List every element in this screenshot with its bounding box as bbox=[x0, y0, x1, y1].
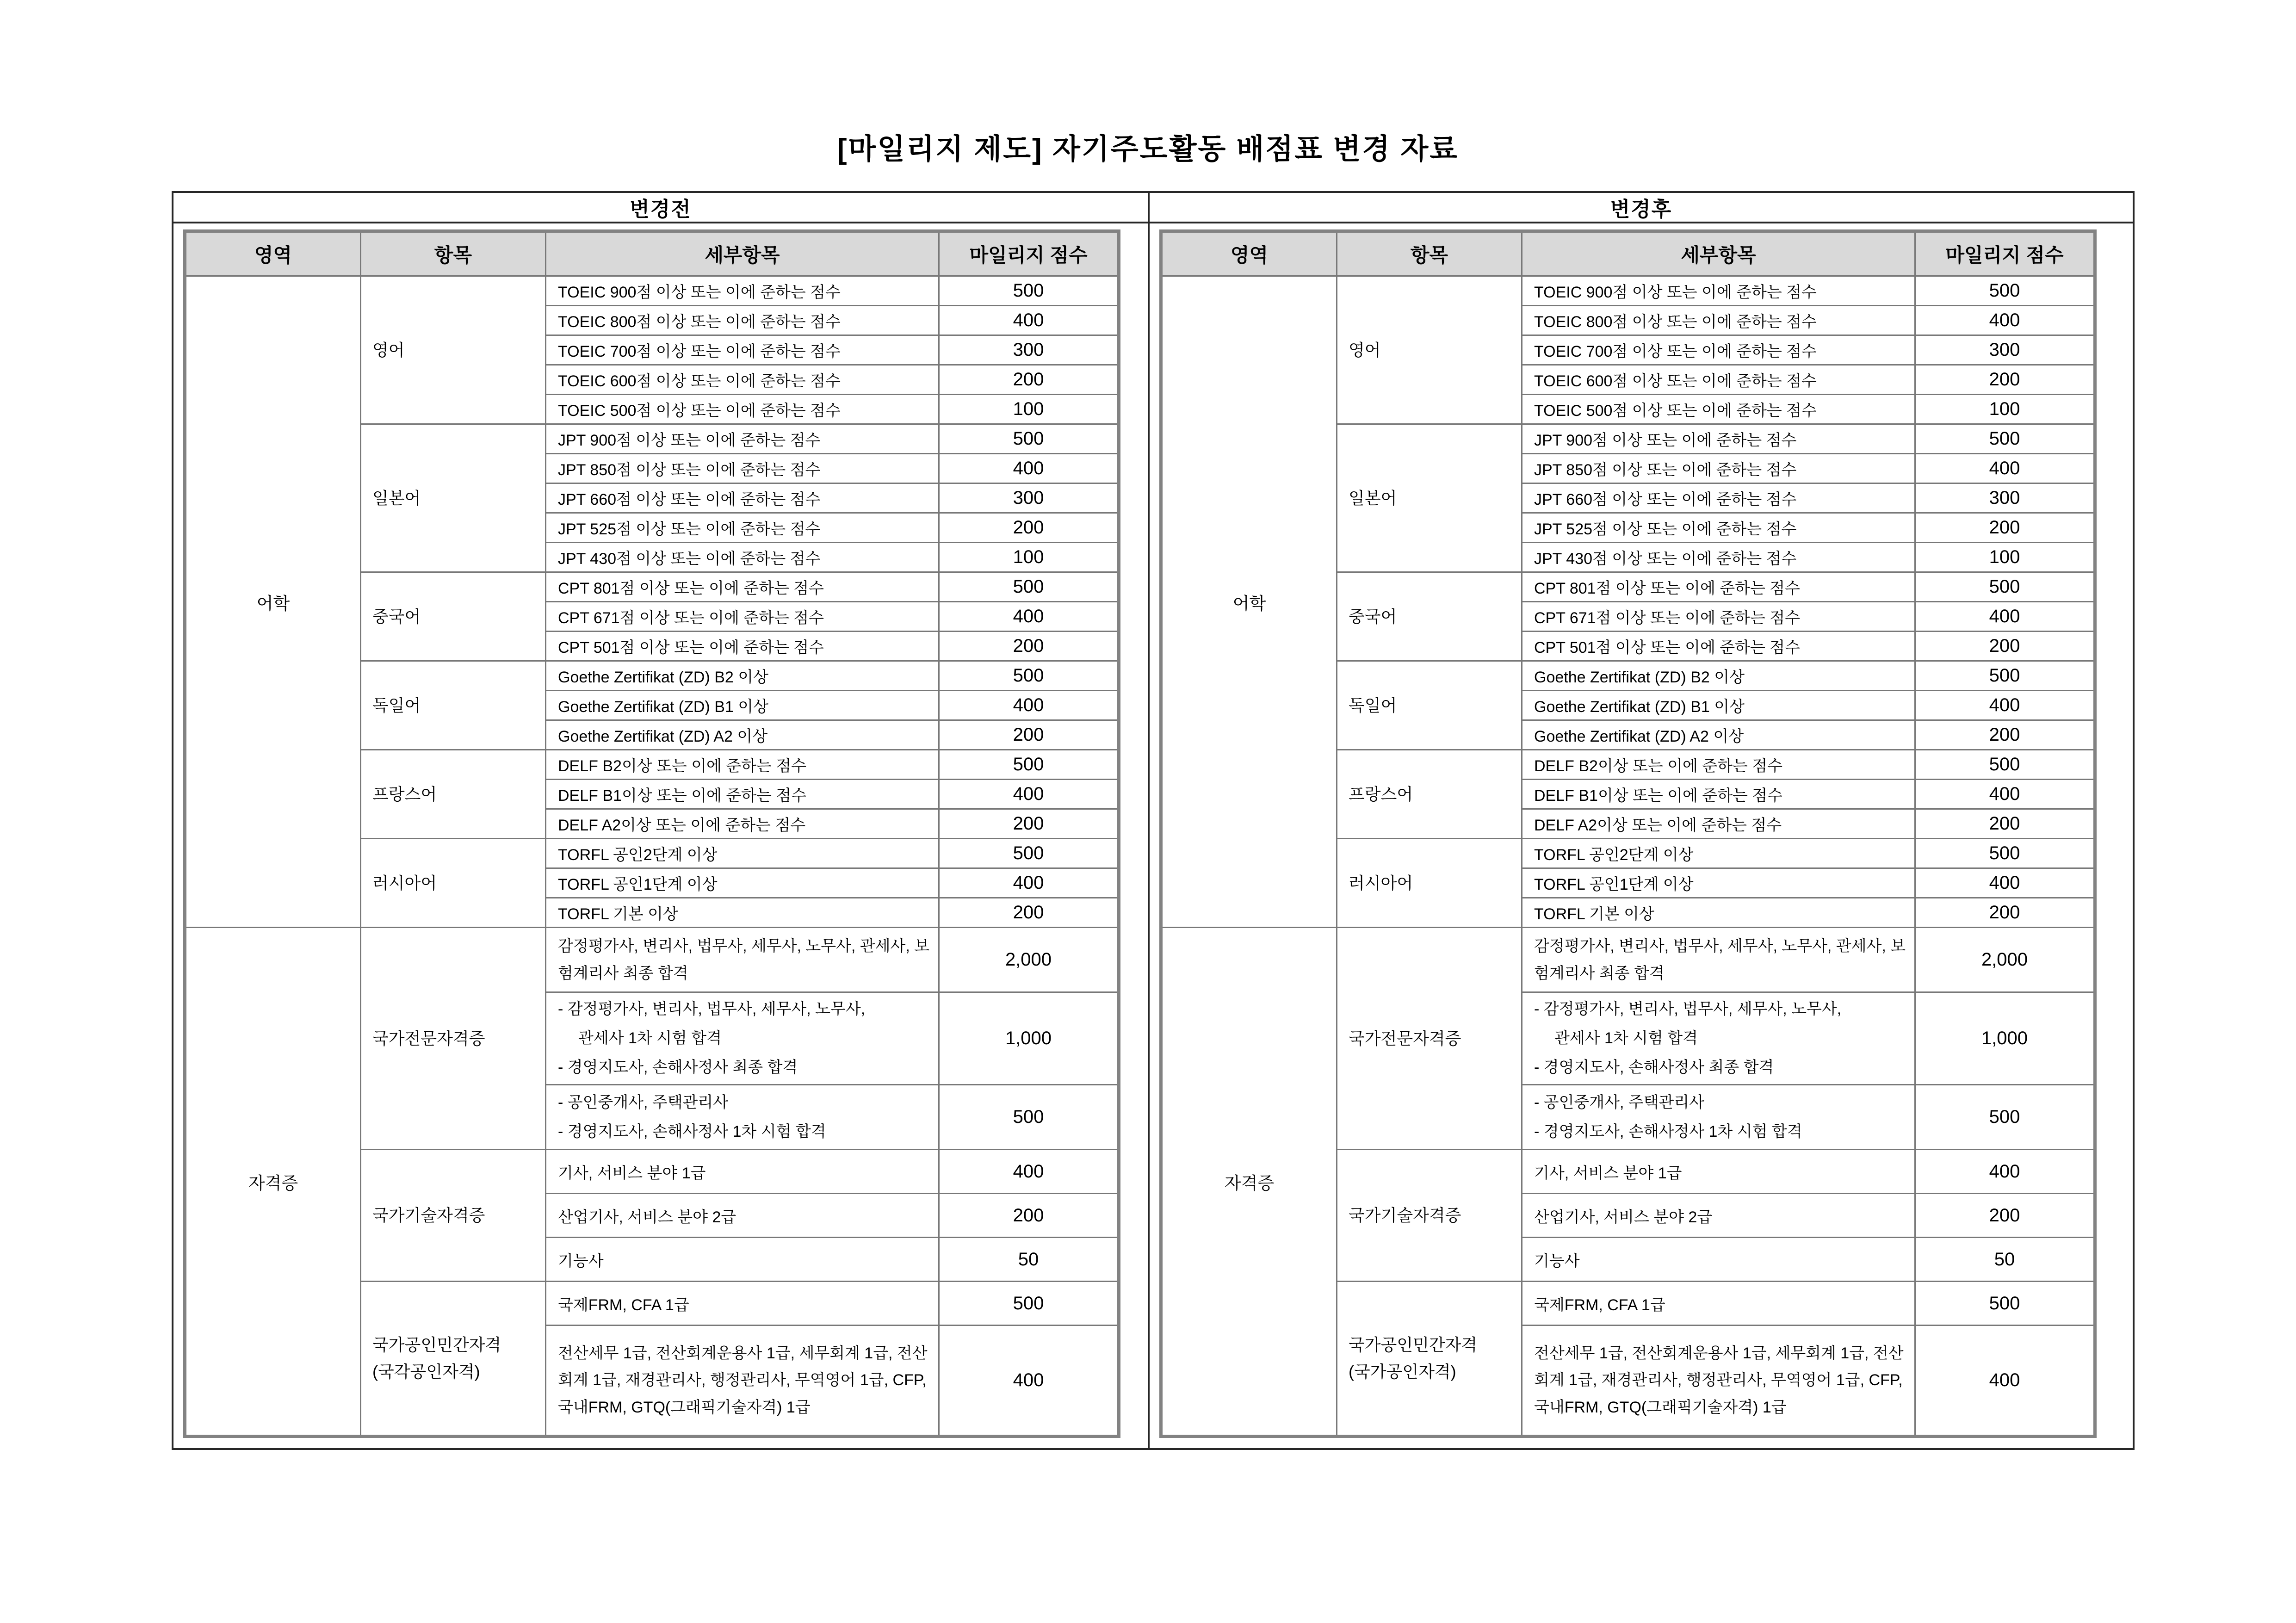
score-cell: 500 bbox=[1915, 276, 2095, 306]
detail-cell: TOEIC 700점 이상 또는 이에 준하는 점수 bbox=[1522, 335, 1915, 365]
detail-cell: Goethe Zertifikat (ZD) A2 이상 bbox=[1522, 720, 1915, 750]
detail-cell: 국제FRM, CFA 1급 bbox=[546, 1282, 939, 1326]
detail-cell: JPT 430점 이상 또는 이에 준하는 점수 bbox=[546, 543, 939, 572]
score-cell: 300 bbox=[939, 335, 1119, 365]
score-cell: 300 bbox=[1915, 483, 2095, 513]
detail-cell: CPT 801점 이상 또는 이에 준하는 점수 bbox=[1522, 572, 1915, 602]
score-cell: 100 bbox=[939, 395, 1119, 424]
detail-cell: JPT 900점 이상 또는 이에 준하는 점수 bbox=[546, 424, 939, 454]
score-cell: 500 bbox=[1915, 839, 2095, 868]
detail-cell: 감정평가사, 변리사, 법무사, 세무사, 노무사, 관세사, 보험계리사 최종 합격 bbox=[1522, 928, 1915, 992]
score-cell: 200 bbox=[939, 898, 1119, 928]
score-cell: 200 bbox=[1915, 632, 2095, 661]
detail-cell: DELF B1이상 또는 이에 준하는 점수 bbox=[546, 780, 939, 809]
item-cell: 영어 bbox=[361, 276, 546, 424]
score-cell: 500 bbox=[1915, 661, 2095, 691]
detail-cell: TORFL 공인1단계 이상 bbox=[1522, 868, 1915, 898]
detail-cell: TOEIC 800점 이상 또는 이에 준하는 점수 bbox=[1522, 306, 1915, 335]
detail-cell: DELF B2이상 또는 이에 준하는 점수 bbox=[1522, 750, 1915, 780]
score-cell: 400 bbox=[1915, 780, 2095, 809]
after-label: 변경후 bbox=[1150, 193, 2133, 223]
column-header: 항목 bbox=[361, 231, 546, 276]
detail-cell: Goethe Zertifikat (ZD) B1 이상 bbox=[1522, 691, 1915, 720]
detail-cell: TOEIC 700점 이상 또는 이에 준하는 점수 bbox=[546, 335, 939, 365]
score-cell: 400 bbox=[1915, 1326, 2095, 1437]
score-cell: 400 bbox=[1915, 306, 2095, 335]
score-cell: 400 bbox=[939, 1150, 1119, 1194]
detail-cell: TORFL 기본 이상 bbox=[1522, 898, 1915, 928]
detail-cell: TOEIC 900점 이상 또는 이에 준하는 점수 bbox=[1522, 276, 1915, 306]
score-cell: 400 bbox=[1915, 868, 2095, 898]
detail-cell: - 감정평가사, 변리사, 법무사, 세무사, 노무사, 관세사 1차 시험 합격 - 경영지도사, 손해사정사 최종 합격 bbox=[1522, 992, 1915, 1085]
score-cell: 200 bbox=[939, 720, 1119, 750]
score-cell: 500 bbox=[1915, 1282, 2095, 1326]
detail-cell: TOEIC 900점 이상 또는 이에 준하는 점수 bbox=[546, 276, 939, 306]
after-table-container bbox=[1150, 223, 2133, 1438]
score-cell: 500 bbox=[1915, 1085, 2095, 1150]
column-header: 마일리지 점수 bbox=[1915, 231, 2095, 276]
score-cell: 500 bbox=[1915, 572, 2095, 602]
score-cell: 400 bbox=[1915, 454, 2095, 483]
score-cell: 400 bbox=[1915, 602, 2095, 632]
score-cell: 500 bbox=[1915, 424, 2095, 454]
detail-cell: TORFL 공인2단계 이상 bbox=[546, 839, 939, 868]
detail-cell: - 공인중개사, 주택관리사 - 경영지도사, 손해사정사 1차 시험 합격 bbox=[1522, 1085, 1915, 1150]
item-cell: 국가기술자격증 bbox=[1337, 1150, 1522, 1282]
detail-cell: DELF A2이상 또는 이에 준하는 점수 bbox=[546, 809, 939, 839]
detail-cell: TOEIC 600점 이상 또는 이에 준하는 점수 bbox=[546, 365, 939, 395]
before-table-container bbox=[173, 223, 1148, 1438]
detail-cell: CPT 501점 이상 또는 이에 준하는 점수 bbox=[546, 632, 939, 661]
score-cell: 100 bbox=[1915, 543, 2095, 572]
score-cell: 400 bbox=[939, 1326, 1119, 1437]
detail-cell: Goethe Zertifikat (ZD) A2 이상 bbox=[546, 720, 939, 750]
detail-cell: TORFL 기본 이상 bbox=[546, 898, 939, 928]
column-header: 세부항목 bbox=[546, 231, 939, 276]
score-cell: 400 bbox=[1915, 691, 2095, 720]
detail-cell: JPT 660점 이상 또는 이에 준하는 점수 bbox=[546, 483, 939, 513]
score-cell: 500 bbox=[939, 276, 1119, 306]
item-cell: 일본어 bbox=[361, 424, 546, 572]
score-cell: 200 bbox=[939, 365, 1119, 395]
score-cell: 200 bbox=[1915, 365, 2095, 395]
page-title: [마일리지 제도] 자기주도활동 배점표 변경 자료 bbox=[837, 133, 1459, 165]
detail-cell: TOEIC 600점 이상 또는 이에 준하는 점수 bbox=[1522, 365, 1915, 395]
score-cell: 50 bbox=[939, 1238, 1119, 1282]
detail-cell: DELF B2이상 또는 이에 준하는 점수 bbox=[546, 750, 939, 780]
detail-cell: CPT 801점 이상 또는 이에 준하는 점수 bbox=[546, 572, 939, 602]
detail-cell: DELF B1이상 또는 이에 준하는 점수 bbox=[1522, 780, 1915, 809]
column-header: 마일리지 점수 bbox=[939, 231, 1119, 276]
item-cell: 국가기술자격증 bbox=[361, 1150, 546, 1282]
detail-cell: TORFL 공인1단계 이상 bbox=[546, 868, 939, 898]
detail-cell: CPT 501점 이상 또는 이에 준하는 점수 bbox=[1522, 632, 1915, 661]
score-cell: 400 bbox=[939, 454, 1119, 483]
table-header-row bbox=[1161, 231, 2095, 276]
score-cell: 500 bbox=[939, 572, 1119, 602]
score-cell: 500 bbox=[939, 750, 1119, 780]
item-cell: 프랑스어 bbox=[1337, 750, 1522, 839]
detail-cell: 산업기사, 서비스 분야 2급 bbox=[1522, 1194, 1915, 1238]
detail-cell: 기사, 서비스 분야 1급 bbox=[1522, 1150, 1915, 1194]
score-cell: 400 bbox=[1915, 1150, 2095, 1194]
detail-cell: 전산세무 1급, 전산회계운용사 1급, 세무회계 1급, 전산회계 1급, 재경관리사, 행정관리사, 무역영어 1급, CFP, 국내FRM, GTQ(그래픽기술자격) 1급 bbox=[546, 1326, 939, 1437]
item-cell: 국가전문자격증 bbox=[361, 928, 546, 1150]
item-cell: 영어 bbox=[1337, 276, 1522, 424]
score-cell: 1,000 bbox=[939, 992, 1119, 1085]
detail-cell: 기사, 서비스 분야 1급 bbox=[546, 1150, 939, 1194]
score-cell: 400 bbox=[939, 306, 1119, 335]
item-cell: 일본어 bbox=[1337, 424, 1522, 572]
item-cell: 중국어 bbox=[1337, 572, 1522, 661]
detail-cell: JPT 430점 이상 또는 이에 준하는 점수 bbox=[1522, 543, 1915, 572]
detail-cell: CPT 671점 이상 또는 이에 준하는 점수 bbox=[1522, 602, 1915, 632]
item-cell: 프랑스어 bbox=[361, 750, 546, 839]
score-cell: 200 bbox=[1915, 1194, 2095, 1238]
detail-cell: TOEIC 800점 이상 또는 이에 준하는 점수 bbox=[546, 306, 939, 335]
score-cell: 200 bbox=[1915, 809, 2095, 839]
item-cell: 국가공인민간자격 (국각공인자격) bbox=[361, 1282, 546, 1437]
score-cell: 400 bbox=[939, 780, 1119, 809]
detail-cell: 산업기사, 서비스 분야 2급 bbox=[546, 1194, 939, 1238]
detail-cell: JPT 525점 이상 또는 이에 준하는 점수 bbox=[1522, 513, 1915, 543]
score-cell: 100 bbox=[939, 543, 1119, 572]
detail-cell: - 공인중개사, 주택관리사 - 경영지도사, 손해사정사 1차 시험 합격 bbox=[546, 1085, 939, 1150]
detail-cell: JPT 525점 이상 또는 이에 준하는 점수 bbox=[546, 513, 939, 543]
after-panel bbox=[1150, 193, 2133, 1448]
detail-cell: 기능사 bbox=[1522, 1238, 1915, 1282]
detail-cell: - 감정평가사, 변리사, 법무사, 세무사, 노무사, 관세사 1차 시험 합격 - 경영지도사, 손해사정사 최종 합격 bbox=[546, 992, 939, 1085]
item-cell: 국가전문자격증 bbox=[1337, 928, 1522, 1150]
detail-cell: Goethe Zertifikat (ZD) B2 이상 bbox=[1522, 661, 1915, 691]
table-row bbox=[1161, 928, 2095, 992]
item-cell: 중국어 bbox=[361, 572, 546, 661]
score-cell: 500 bbox=[939, 839, 1119, 868]
score-cell: 200 bbox=[939, 513, 1119, 543]
column-header: 영역 bbox=[185, 231, 361, 276]
column-header: 항목 bbox=[1337, 231, 1522, 276]
score-cell: 400 bbox=[939, 691, 1119, 720]
detail-cell: TORFL 공인2단계 이상 bbox=[1522, 839, 1915, 868]
score-cell: 50 bbox=[1915, 1238, 2095, 1282]
before-panel bbox=[173, 193, 1150, 1448]
column-header: 영역 bbox=[1161, 231, 1337, 276]
column-header: 세부항목 bbox=[1522, 231, 1915, 276]
detail-cell: DELF A2이상 또는 이에 준하는 점수 bbox=[1522, 809, 1915, 839]
table-header-row bbox=[185, 231, 1119, 276]
table-row bbox=[1161, 276, 2095, 306]
area-cell: 어학 bbox=[185, 276, 361, 928]
score-cell: 500 bbox=[939, 661, 1119, 691]
item-cell: 독일어 bbox=[1337, 661, 1522, 750]
area-cell: 어학 bbox=[1161, 276, 1337, 928]
detail-cell: 전산세무 1급, 전산회계운용사 1급, 세무회계 1급, 전산회계 1급, 재경관리사, 행정관리사, 무역영어 1급, CFP, 국내FRM, GTQ(그래픽기술자격) 1급 bbox=[1522, 1326, 1915, 1437]
item-cell: 러시아어 bbox=[1337, 839, 1522, 928]
table-row bbox=[185, 276, 1119, 306]
score-cell: 200 bbox=[939, 632, 1119, 661]
score-cell: 200 bbox=[1915, 720, 2095, 750]
score-cell: 200 bbox=[1915, 513, 2095, 543]
score-cell: 100 bbox=[1915, 395, 2095, 424]
score-cell: 300 bbox=[1915, 335, 2095, 365]
detail-cell: CPT 671점 이상 또는 이에 준하는 점수 bbox=[546, 602, 939, 632]
score-cell: 200 bbox=[939, 809, 1119, 839]
detail-cell: JPT 850점 이상 또는 이에 준하는 점수 bbox=[546, 454, 939, 483]
score-cell: 400 bbox=[939, 868, 1119, 898]
area-cell: 자격증 bbox=[1161, 928, 1337, 1437]
score-cell: 500 bbox=[1915, 750, 2095, 780]
detail-cell: TOEIC 500점 이상 또는 이에 준하는 점수 bbox=[1522, 395, 1915, 424]
table-row bbox=[185, 928, 1119, 992]
score-table bbox=[183, 229, 1120, 1438]
score-cell: 500 bbox=[939, 1085, 1119, 1150]
comparison-frame bbox=[172, 191, 2135, 1450]
score-cell: 2,000 bbox=[939, 928, 1119, 992]
score-cell: 300 bbox=[939, 483, 1119, 513]
item-cell: 러시아어 bbox=[361, 839, 546, 928]
score-cell: 500 bbox=[939, 424, 1119, 454]
score-table bbox=[1159, 229, 2097, 1438]
score-cell: 400 bbox=[939, 602, 1119, 632]
item-cell: 독일어 bbox=[361, 661, 546, 750]
area-cell: 자격증 bbox=[185, 928, 361, 1437]
score-cell: 200 bbox=[939, 1194, 1119, 1238]
detail-cell: JPT 900점 이상 또는 이에 준하는 점수 bbox=[1522, 424, 1915, 454]
detail-cell: 국제FRM, CFA 1급 bbox=[1522, 1282, 1915, 1326]
detail-cell: Goethe Zertifikat (ZD) B2 이상 bbox=[546, 661, 939, 691]
score-cell: 1,000 bbox=[1915, 992, 2095, 1085]
item-cell: 국가공인민간자격 (국가공인자격) bbox=[1337, 1282, 1522, 1437]
detail-cell: 기능사 bbox=[546, 1238, 939, 1282]
score-cell: 200 bbox=[1915, 898, 2095, 928]
score-cell: 2,000 bbox=[1915, 928, 2095, 992]
detail-cell: 감정평가사, 변리사, 법무사, 세무사, 노무사, 관세사, 보험계리사 최종 합격 bbox=[546, 928, 939, 992]
detail-cell: Goethe Zertifikat (ZD) B1 이상 bbox=[546, 691, 939, 720]
detail-cell: JPT 850점 이상 또는 이에 준하는 점수 bbox=[1522, 454, 1915, 483]
score-cell: 500 bbox=[939, 1282, 1119, 1326]
before-label: 변경전 bbox=[173, 193, 1148, 223]
detail-cell: JPT 660점 이상 또는 이에 준하는 점수 bbox=[1522, 483, 1915, 513]
detail-cell: TOEIC 500점 이상 또는 이에 준하는 점수 bbox=[546, 395, 939, 424]
